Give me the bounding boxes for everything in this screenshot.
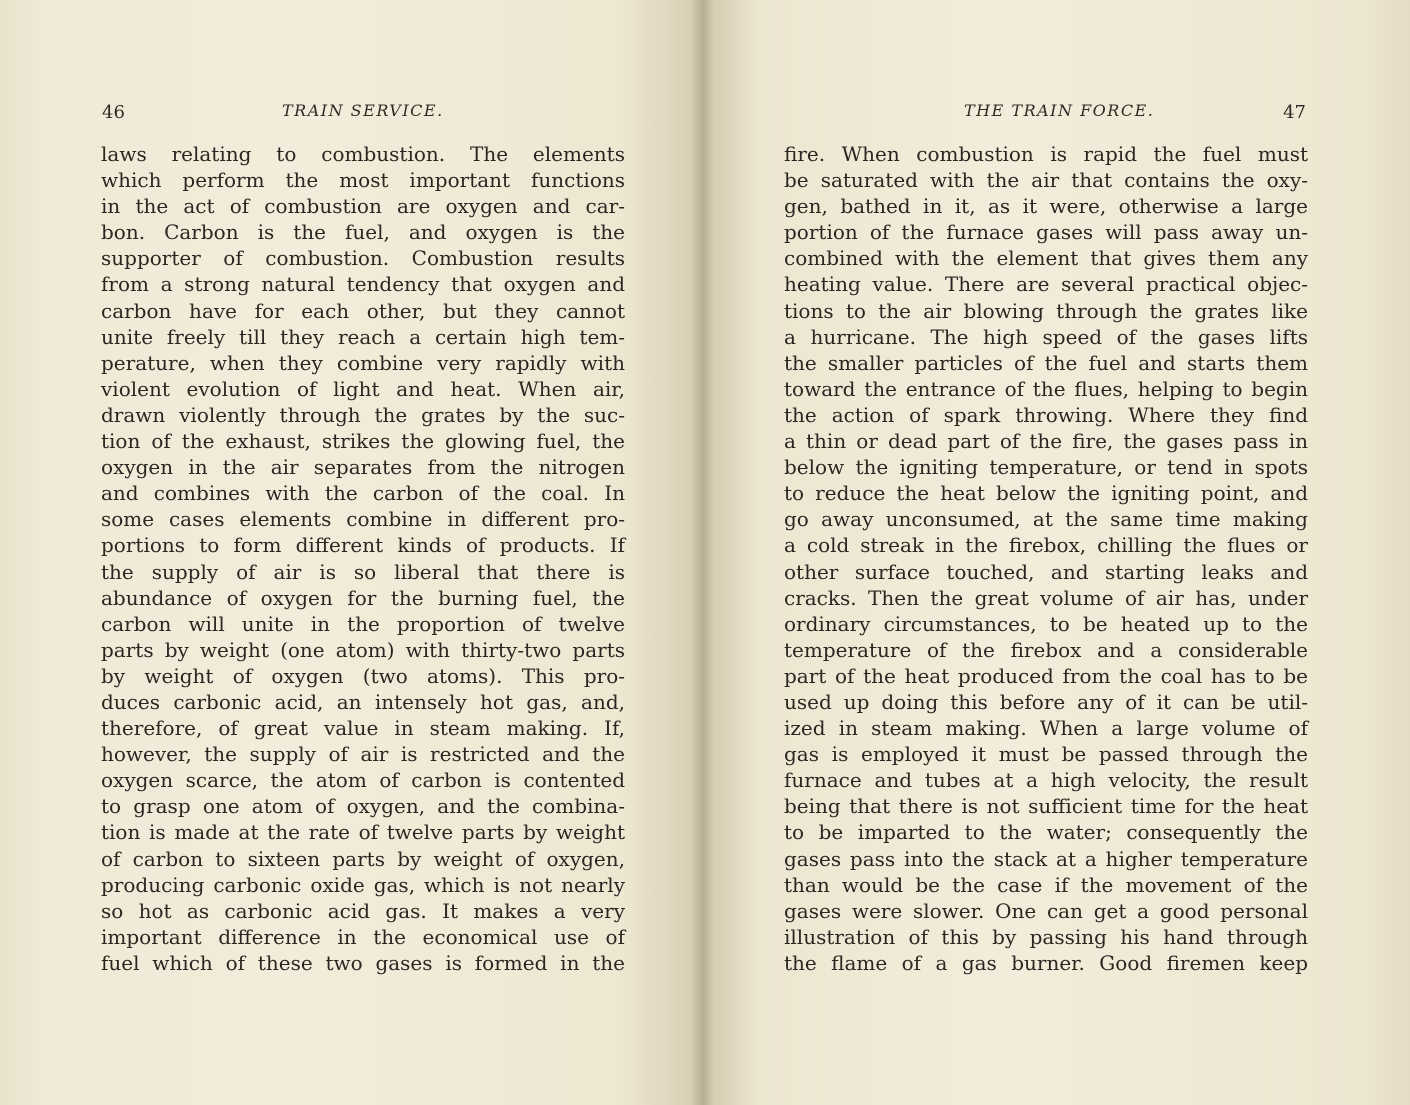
text-line: and combines with the carbon of the coal. In [101, 481, 625, 506]
text-line: illustration of this by passing his hand through [784, 924, 1308, 949]
right-running-head: THE TRAIN FORCE. [964, 101, 1155, 120]
text-line: used up doing this before any of it can be util- [784, 689, 1308, 714]
text-line: part of the heat produced from the coal has to be [784, 663, 1308, 688]
left-page-header [100, 98, 624, 128]
left-page [0, 0, 703, 1105]
text-line: ized in steam making. When a large volume of [784, 716, 1308, 741]
text-line: to reduce the heat below the igniting point, and [784, 481, 1308, 506]
text-line: abundance of oxygen for the burning fuel, the [101, 585, 625, 610]
left-page-number: 46 [102, 102, 125, 123]
text-line: a thin or dead part of the fire, the gases pass in [784, 429, 1308, 454]
right-page-text [784, 141, 1308, 976]
text-line: tion is made at the rate of twelve parts by weight [101, 820, 625, 845]
text-line: cracks. Then the great volume of air has, under [784, 585, 1308, 610]
text-line: heating value. There are several practical objec- [784, 272, 1308, 297]
text-line: gases were slower. One can get a good personal [784, 898, 1308, 923]
text-line: in the act of combustion are oxygen and car- [101, 194, 625, 219]
text-line: temperature of the firebox and a considerable [784, 637, 1308, 662]
text-line: laws relating to combustion. The elements [101, 142, 625, 166]
text-line: combined with the element that gives them any [784, 246, 1308, 271]
text-line: violent evolution of light and heat. When air, [101, 376, 625, 401]
text-line: be saturated with the air that contains the oxy- [784, 168, 1308, 193]
text-line: gases pass into the stack at a higher temperature [784, 846, 1308, 871]
text-line: fire. When combustion is rapid the fuel must [784, 142, 1308, 166]
text-line: gen, bathed in it, as it were, otherwise a large [784, 194, 1308, 219]
text-line: the flame of a gas burner. Good firemen keep [784, 950, 1308, 975]
text-line: producing carbonic oxide gas, which is not nearly [101, 872, 625, 897]
text-line: tion of the exhaust, strikes the glowing fuel, the [101, 429, 625, 454]
text-line: parts by weight (one atom) with thirty-two parts [101, 637, 625, 662]
text-line: by weight of oxygen (two atoms). This pro- [101, 663, 625, 688]
text-line: go away unconsumed, at the same time making [784, 507, 1308, 532]
text-line: a cold streak in the firebox, chilling the flues or [784, 533, 1308, 558]
text-line: the supply of air is so liberal that there is [101, 559, 625, 584]
text-line: ordinary circumstances, to be heated up to the [784, 611, 1308, 636]
left-running-head: TRAIN SERVICE. [282, 101, 444, 120]
right-page [707, 0, 1410, 1105]
text-line: carbon will unite in the proportion of twelve [101, 611, 625, 636]
text-line: drawn violently through the grates by the suc- [101, 402, 625, 427]
text-line: fuel which of these two gases is formed in the [101, 950, 625, 975]
text-line: unite freely till they reach a certain high tem- [101, 324, 625, 349]
text-line: therefore, of great value in steam making. If, [101, 716, 625, 741]
text-line: toward the entrance of the flues, helping to begin [784, 376, 1308, 401]
text-line: duces carbonic acid, an intensely hot gas, and, [101, 689, 625, 714]
text-line: from a strong natural tendency that oxygen and [101, 272, 625, 297]
text-line: the action of spark throwing. Where they find [784, 402, 1308, 427]
text-line: some cases elements combine in different pro- [101, 507, 625, 532]
text-line: being that there is not sufficient time for the heat [784, 794, 1308, 819]
text-line: to be imparted to the water; consequently the [784, 820, 1308, 845]
text-line: below the igniting temperature, or tend in spots [784, 455, 1308, 480]
text-line: oxygen in the air separates from the nitrogen [101, 455, 625, 480]
text-line: furnace and tubes at a high velocity, the result [784, 768, 1308, 793]
text-line: perature, when they combine very rapidly with [101, 350, 625, 375]
text-line: tions to the air blowing through the grates like [784, 298, 1308, 323]
right-page-number: 47 [1283, 102, 1306, 123]
text-line: than would be the case if the movement of the [784, 872, 1308, 897]
text-line: of carbon to sixteen parts by weight of oxygen, [101, 846, 625, 871]
right-page-header [784, 98, 1308, 128]
text-line: to grasp one atom of oxygen, and the combina- [101, 794, 625, 819]
text-line: a hurricane. The high speed of the gases lifts [784, 324, 1308, 349]
text-line: which perform the most important functions [101, 168, 625, 193]
text-line: portions to form different kinds of products. If [101, 533, 625, 558]
text-line: portion of the furnace gases will pass away un- [784, 220, 1308, 245]
text-line: the smaller particles of the fuel and starts them [784, 350, 1308, 375]
text-line: gas is employed it must be passed through the [784, 742, 1308, 767]
text-line: carbon have for each other, but they cannot [101, 298, 625, 323]
text-line: so hot as carbonic acid gas. It makes a very [101, 898, 625, 923]
text-line: other surface touched, and starting leaks and [784, 559, 1308, 584]
text-line: oxygen scarce, the atom of carbon is contented [101, 768, 625, 793]
text-line: supporter of combustion. Combustion results [101, 246, 625, 271]
text-line: bon. Carbon is the fuel, and oxygen is the [101, 220, 625, 245]
left-page-text [101, 141, 625, 976]
text-line: important difference in the economical use of [101, 924, 625, 949]
text-line: however, the supply of air is restricted and the [101, 742, 625, 767]
